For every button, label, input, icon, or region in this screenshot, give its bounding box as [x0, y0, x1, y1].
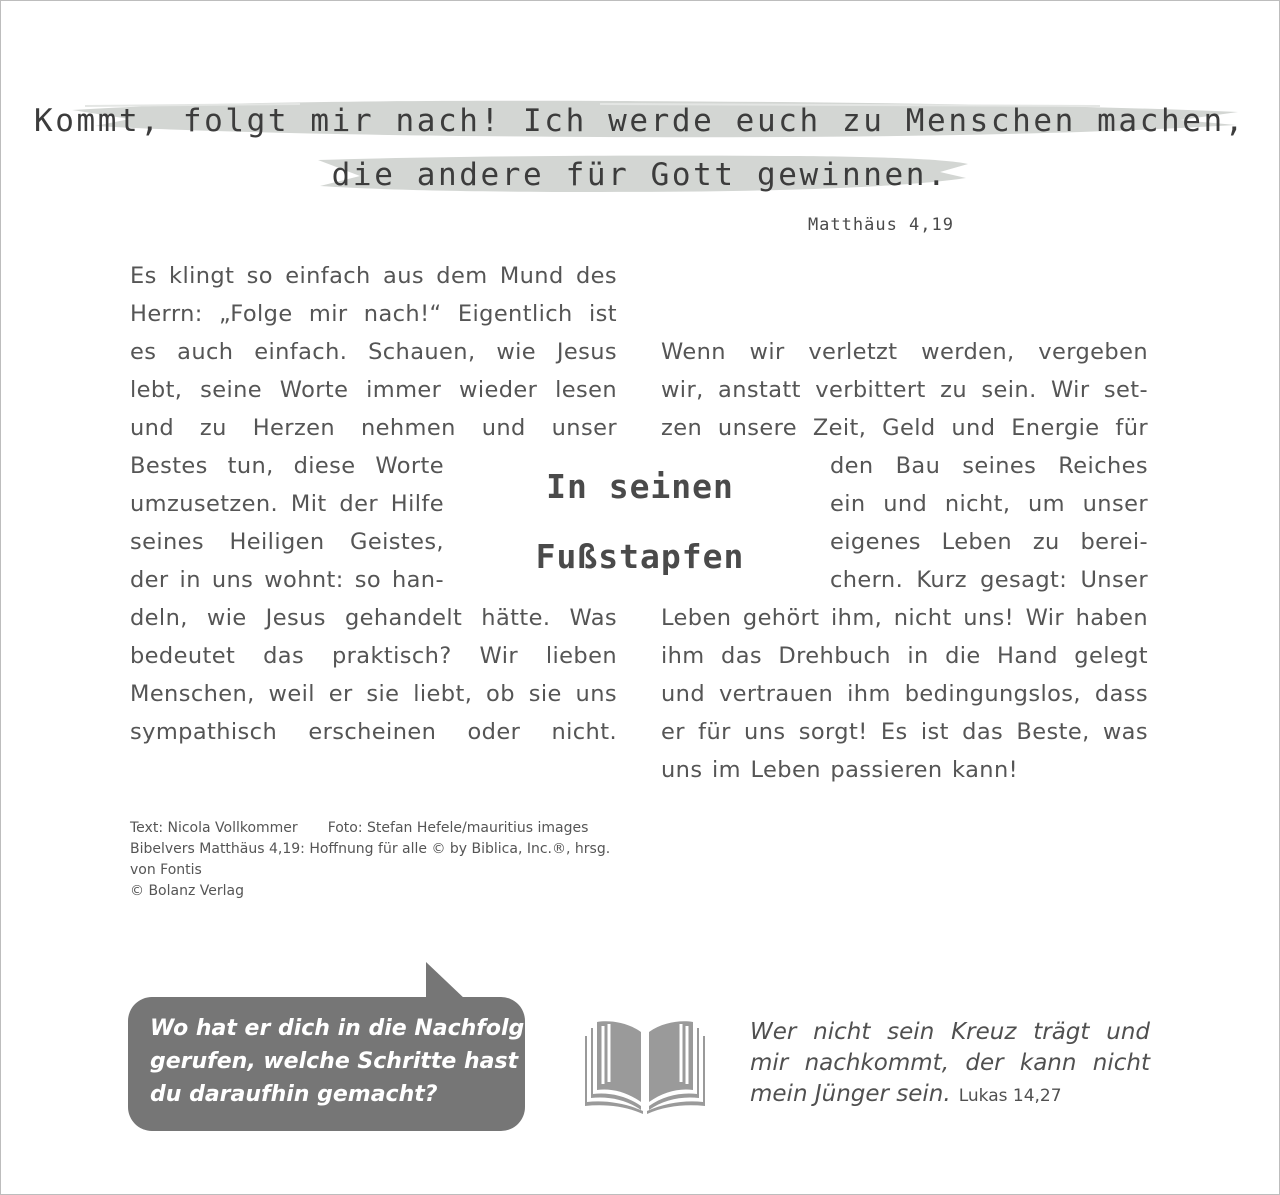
question-line-2: gerufen, welche Schritte hast: [150, 1049, 519, 1074]
headline-line-2: die andere für Gott gewinnen.: [331, 157, 949, 193]
quote-line-3: [750, 1079, 1150, 1112]
bible-quote: [750, 1017, 1150, 1112]
right-line-9: ihm das Drehbuch in die Hand gelegt: [661, 643, 1148, 669]
quote-line-1: Wer nicht sein Kreuz trägt und: [750, 1019, 1150, 1045]
right-line-7: chern. Kurz gesagt: Unser: [830, 567, 1148, 593]
left-line-8: seines Heiligen Geistes,: [130, 529, 444, 555]
right-line-10: und vertrauen ihm bedingungslos, dass: [661, 681, 1148, 707]
right-line-4: den Bau seines Reiches: [830, 453, 1148, 479]
left-line-5: und zu Herzen nehmen und unser: [130, 415, 617, 441]
headline-line-1: Kommt, folgt mir nach! Ich werde euch zu Menschen machen,: [33, 103, 1247, 139]
left-line-10: deln, wie Jesus gehandelt hätte. Was: [130, 605, 617, 631]
quote-line-2: mir nachkommt, der kann nicht: [750, 1050, 1150, 1076]
right-line-11: er für uns sorgt! Es ist das Beste, was: [661, 719, 1148, 745]
bible-credit-line-1: Bibelvers Matthäus 4,19: Hoffnung für alle © by Biblica, Inc.®, hrsg.: [130, 841, 611, 857]
photo-credit: Foto: Stefan Hefele/mauritius images: [327, 820, 589, 836]
text-credit: Text: Nicola Vollkommer: [130, 820, 298, 836]
column-title-line-1: In seinen: [546, 467, 734, 506]
left-line-6: Bestes tun, diese Worte: [130, 453, 444, 479]
left-line-11: bedeutet das praktisch? Wir lieben: [130, 643, 617, 669]
column-title-line-2: Fußstapfen: [535, 537, 745, 576]
left-line-12: Menschen, weil er sie liebt, ob sie uns: [130, 681, 617, 707]
credits: [130, 818, 630, 902]
headline-reference: Matthäus 4,19: [807, 215, 954, 235]
left-line-4: lebt, seine Worte immer wieder lesen: [130, 377, 617, 403]
question-line-3: du daraufhin gemacht?: [150, 1082, 438, 1107]
left-line-7: umzusetzen. Mit der Hilfe: [130, 491, 444, 517]
right-line-5: ein und nicht, um unser: [830, 491, 1148, 517]
right-line-3: zen unsere Zeit, Geld und Energie für: [661, 415, 1148, 441]
left-line-2: Herrn: „Folge mir nach!“ Eigentlich ist: [130, 301, 617, 327]
right-line-8: Leben gehört ihm, nicht uns! Wir haben: [661, 605, 1148, 631]
question-text: [150, 1012, 540, 1111]
quote-line-3-text: mein Jünger sein.: [750, 1081, 951, 1107]
left-line-13: sympathisch erscheinen oder nicht.: [130, 719, 617, 745]
bible-credit-line-2: von Fontis: [130, 862, 202, 878]
left-line-9: der in uns wohnt: so han-: [130, 567, 444, 593]
credits-row-1: [130, 818, 630, 839]
open-book-icon: [583, 1010, 707, 1114]
right-line-12: uns im Leben passieren kann!: [661, 757, 1019, 783]
right-line-2: wir, anstatt verbittert zu sein. Wir set-: [661, 377, 1148, 403]
right-line-6: eigenes Leben zu berei-: [830, 529, 1148, 555]
left-line-1: Es klingt so einfach aus dem Mund des: [130, 263, 617, 289]
left-line-3: es auch einfach. Schauen, wie Jesus: [130, 339, 617, 365]
publisher-credit: © Bolanz Verlag: [130, 883, 244, 899]
quote-reference: Lukas 14,27: [958, 1086, 1062, 1106]
right-line-1: Wenn wir verletzt werden, vergeben: [661, 339, 1148, 365]
question-line-1: Wo hat er dich in die Nachfolge: [150, 1016, 540, 1041]
